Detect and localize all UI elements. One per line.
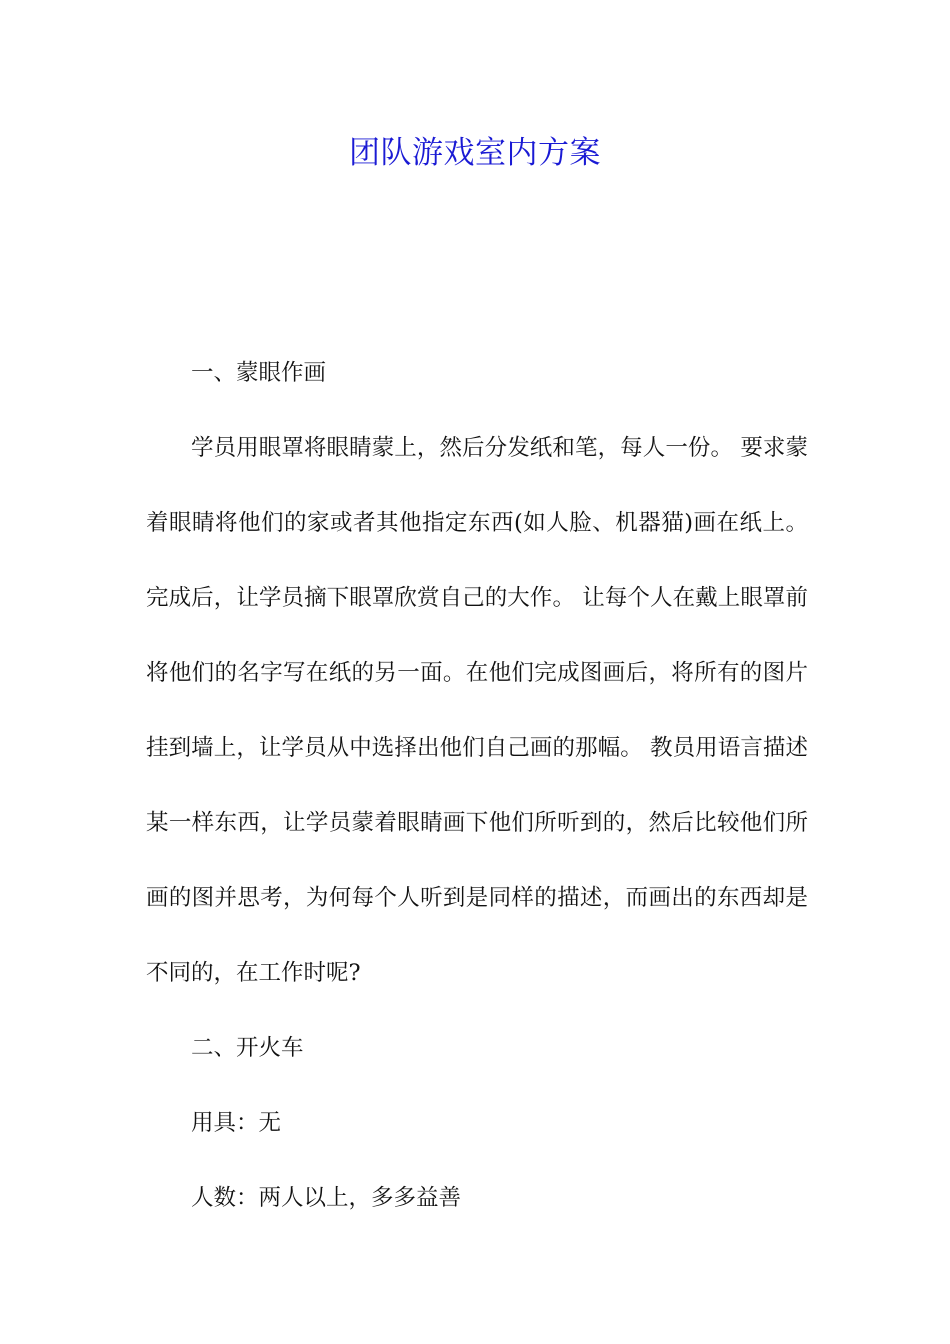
document-title: 团队游戏室内方案 [349, 135, 601, 171]
participants-line: 人数：两人以上，多多益善 [191, 1185, 462, 1211]
section-1-paragraph: 学员用眼罩将眼睛蒙上，然后分发纸和笔，每人一份。 要求蒙着眼睛将他们的家或者其他指定东西(如人脸、机器猫)画在纸上。完成后，让学员摘下眼罩欣赏自己的大作。 让每个人在戴上眼罩前将他们的名字写在纸的另一面。在他们完成图画后，将所有的图片挂到墙上，让学员从中选择出他们自己画的那幅。 教员用语言描述某一样东西，让学员蒙着眼睛画下他们所听到的，然后比较他们所画的图并思考，为何每个人听到是同样的描述，而画出的东西却是不同的，在工作时呢? [146, 435, 808, 986]
document-body [146, 336, 808, 1236]
section-heading-1: 一、蒙眼作画 [191, 360, 327, 386]
tools-line: 用具：无 [191, 1110, 282, 1136]
section-heading-2: 二、开火车 [191, 1035, 304, 1061]
